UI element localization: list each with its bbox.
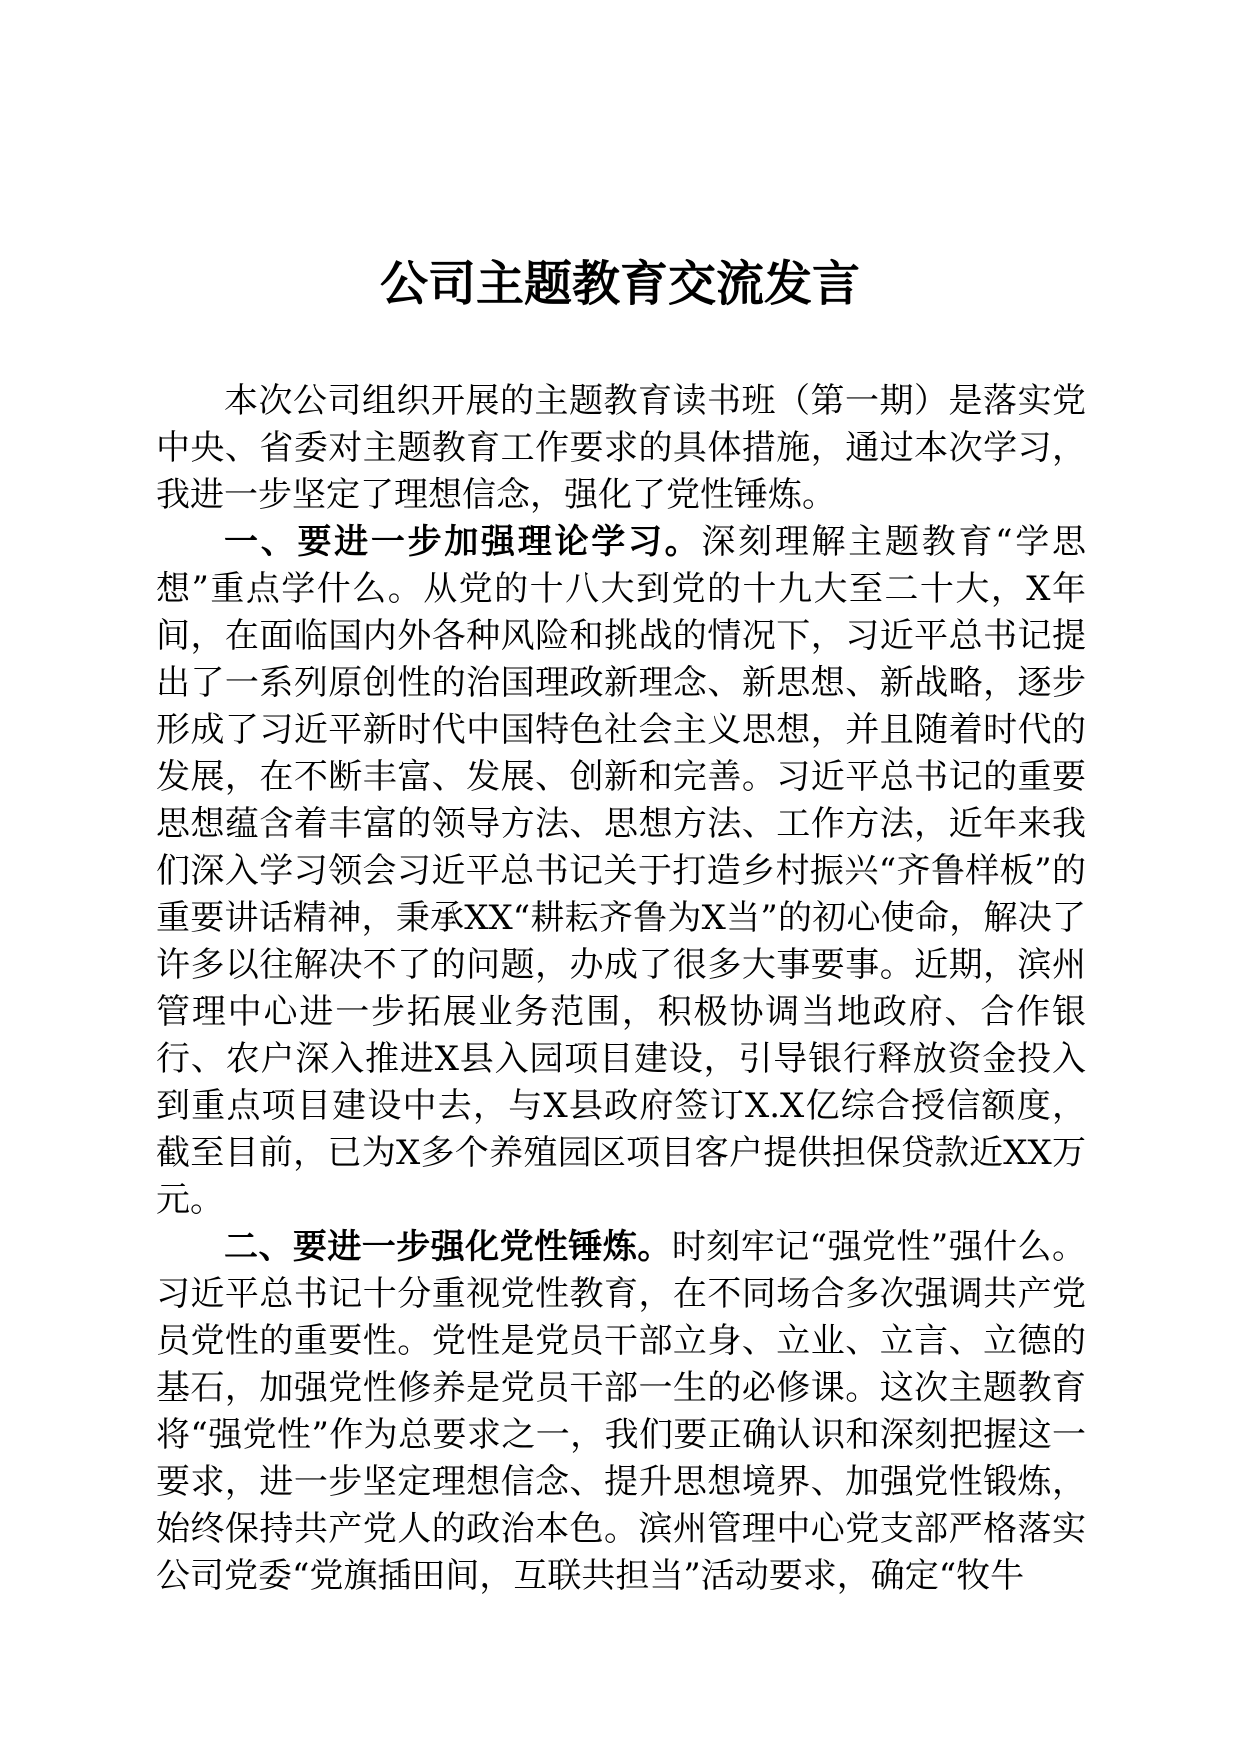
section-1-paragraph [156,519,1086,1224]
section-1-heading: 一、要进一步加强理论学习。 [224,522,702,562]
document-title: 公司主题教育交流发言 [379,256,860,312]
intro-paragraph: 本次公司组织开展的主题教育读书班（第一期）是落实党中央、省委对主题教育工作要求的具体措施，通过本次学习，我进一步坚定了理想信念，强化了党性锤炼。 [156,381,1086,515]
section-2-heading: 二、要进一步强化党性锤炼。 [224,1227,672,1267]
section-2-paragraph [156,1224,1086,1600]
section-2-text: 时刻牢记“强党性”强什么。习近平总书记十分重视党性教育，在不同场合多次强调共产党员党性的重要性。党性是党员干部立身、立业、立言、立德的基石，加强党性修养是党员干部一生的必修课。这次主题教育将“强党性”作为总要求之一，我们要正确认识和深刻把握这一要求，进一步坚定理想信念、提升思想境界、加强党性锻炼，始终保持共产党人的政治本色。滨州管理中心党支部严格落实公司党委“党旗插田间，互联共担当”活动要求，确定“牧牛 [156,1227,1086,1596]
section-1-text: 深刻理解主题教育“学思想”重点学什么。从党的十八大到党的十九大至二十大，X年间，在面临国内外各种风险和挑战的情况下，习近平总书记提出了一系列原创性的治国理政新理念、新思想、新战略，逐步形成了习近平新时代中国特色社会主义思想，并且随着时代的发展，在不断丰富、发展、创新和完善。习近平总书记的重要思想蕴含着丰富的领导方法、思想方法、工作方法，近年来我们深入学习领会习近平总书记关于打造乡村振兴“齐鲁样板”的重要讲话精神，秉承XX“耕耘齐鲁为X当”的初心使命，解决了许多以往解决不了的问题，办成了很多大事要事。近期，滨州管理中心进一步拓展业务范围，积极协调当地政府、合作银行、农户深入推进X县入园项目建设，引导银行释放资金投入到重点项目建设中去，与X县政府签订X.X亿综合授信额度，截至目前，已为X多个养殖园区项目客户提供担保贷款近XX万元。 [156,522,1086,1220]
document-body [156,378,1086,1600]
